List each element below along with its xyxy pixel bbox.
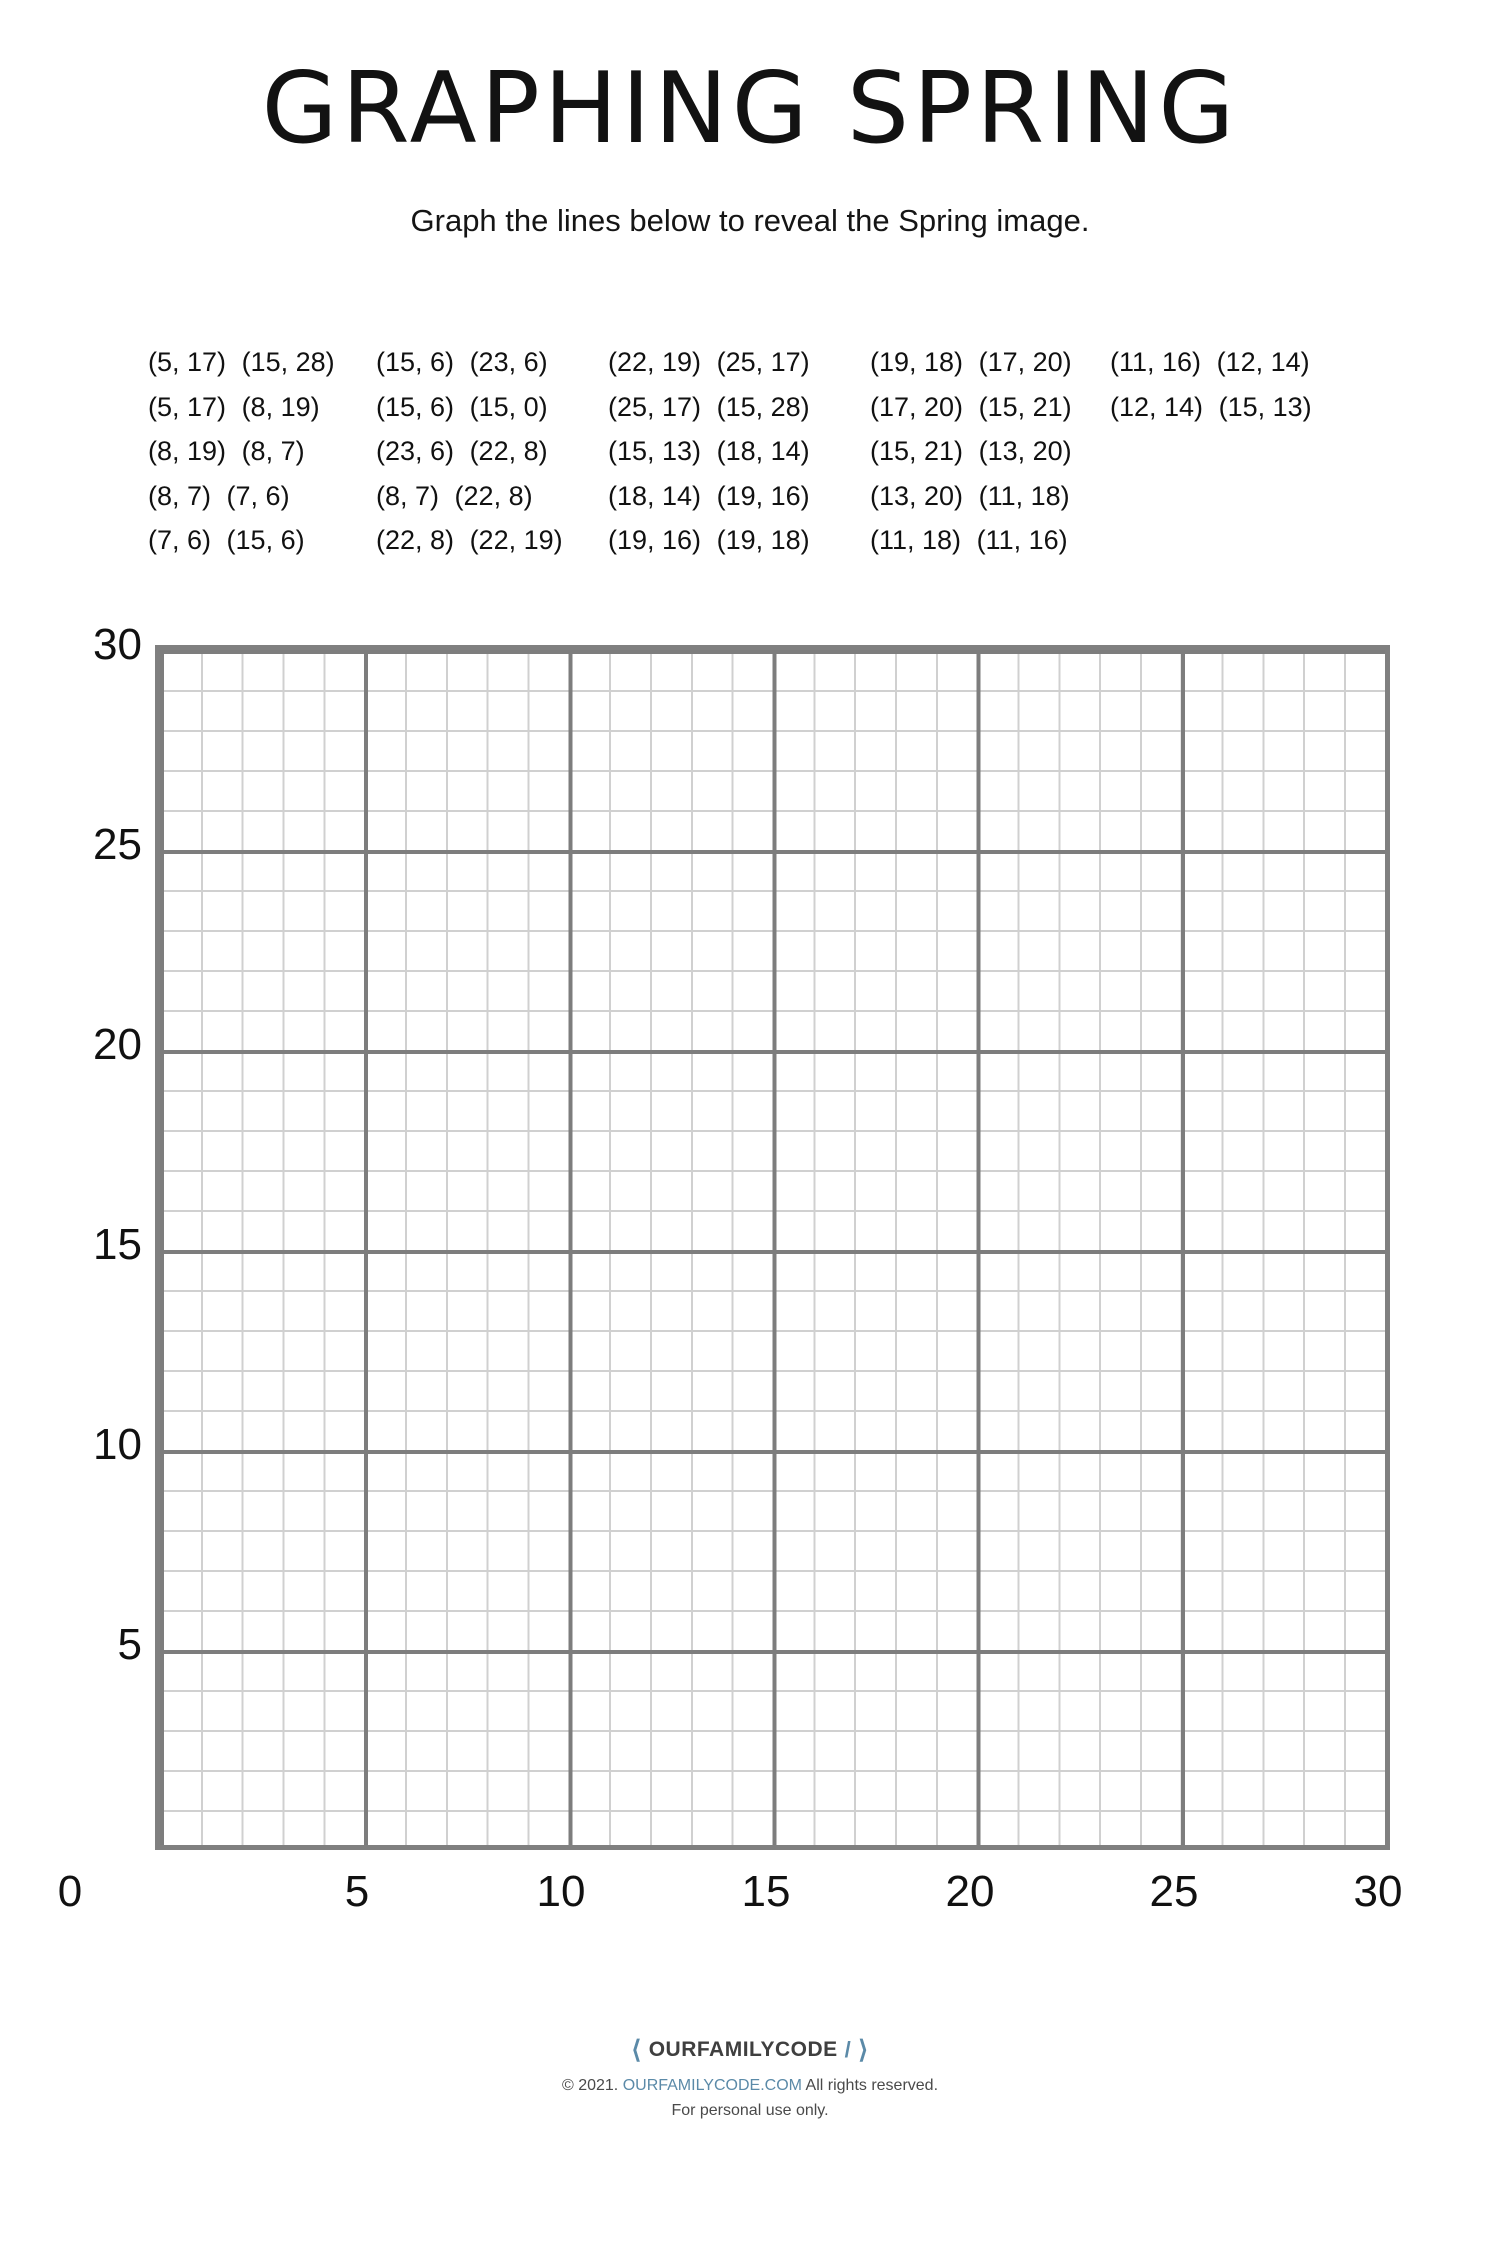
coordinate-pair — [870, 340, 1110, 385]
coordinate-column — [608, 340, 870, 563]
coordinate-point-a: (8, 7) — [376, 480, 440, 511]
coordinate-pair — [870, 518, 1110, 563]
coordinate-point-b: (23, 6) — [469, 347, 548, 377]
coordinate-point-b: (15, 13) — [1218, 391, 1312, 422]
page-subtitle: Graph the lines below to reveal the Spring image. — [410, 202, 1090, 238]
y-axis-tick-20: 20 — [93, 1020, 142, 1069]
coordinate-grid — [57, 620, 1403, 1916]
coordinate-point-a: (19, 16) — [608, 525, 702, 555]
coordinate-pair — [608, 429, 870, 474]
coordinate-point-a: (15, 6) — [376, 391, 455, 422]
coordinate-pair — [608, 385, 870, 430]
coordinate-column — [376, 340, 608, 563]
coordinate-pair — [148, 385, 376, 430]
coordinate-point-a: (25, 17) — [608, 391, 702, 422]
coordinate-pair — [608, 340, 870, 385]
usage-note: For personal use only. — [671, 2101, 829, 2119]
coordinate-column — [870, 340, 1110, 563]
coordinate-point-a: (7, 6) — [148, 525, 212, 555]
coordinate-point-b: (19, 16) — [716, 480, 810, 511]
coordinate-point-b: (8, 19) — [241, 391, 320, 422]
coordinate-point-a: (5, 17) — [148, 347, 227, 377]
coordinate-pair — [376, 340, 608, 385]
x-axis-tick-0: 0 — [57, 1867, 83, 1916]
coordinate-point-a: (19, 18) — [870, 347, 964, 377]
coordinate-point-b: (12, 14) — [1216, 347, 1310, 377]
copyright-block — [0, 2074, 1500, 2124]
brand-logo — [631, 2035, 868, 2065]
coordinate-pair — [870, 385, 1110, 430]
copyright-prefix: © 2021. — [561, 2077, 619, 2094]
slash-icon: / — [844, 2037, 852, 2062]
coordinate-point-b: (13, 20) — [978, 436, 1072, 466]
coordinate-point-b: (25, 17) — [716, 347, 810, 377]
x-axis-tick-5: 5 — [344, 1867, 370, 1916]
x-axis-tick-20: 20 — [945, 1867, 995, 1916]
coordinate-point-b: (7, 6) — [226, 480, 290, 511]
coordinate-point-a: (22, 19) — [608, 347, 702, 377]
coordinate-pair — [376, 518, 608, 563]
y-axis-tick-15: 15 — [93, 1220, 142, 1269]
coordinate-point-a: (8, 19) — [148, 436, 227, 466]
x-axis-tick-25: 25 — [1149, 1867, 1199, 1916]
coordinate-pair — [376, 385, 608, 430]
chevron-left-icon: ⟨ — [631, 2036, 642, 2064]
coordinate-point-a: (15, 6) — [376, 347, 455, 377]
coordinate-list — [148, 340, 1388, 563]
coordinate-point-b: (19, 18) — [716, 525, 810, 555]
coordinate-point-b: (22, 8) — [469, 436, 548, 466]
coordinate-pair — [148, 518, 376, 563]
coordinate-pair — [608, 518, 870, 563]
coordinate-point-b: (18, 14) — [716, 436, 810, 466]
coordinate-point-b: (8, 7) — [241, 436, 305, 466]
x-axis-tick-30: 30 — [1353, 1867, 1403, 1916]
website-link[interactable]: OURFAMILYCODE.COM — [622, 2077, 802, 2094]
coordinate-point-a: (15, 13) — [608, 436, 702, 466]
coordinate-pair — [376, 429, 608, 474]
coordinate-point-a: (12, 14) — [1110, 391, 1204, 422]
coordinate-point-a: (8, 7) — [148, 480, 212, 511]
coordinate-pair — [376, 474, 608, 519]
coordinate-point-a: (23, 6) — [376, 436, 455, 466]
coordinate-point-b: (17, 20) — [978, 347, 1072, 377]
coordinate-point-b: (22, 8) — [454, 480, 533, 511]
y-axis-tick-10: 10 — [93, 1420, 142, 1469]
brand-name: OURFAMILYCODE — [648, 2038, 838, 2061]
coordinate-pair — [148, 340, 376, 385]
footer — [0, 2035, 1500, 2124]
coordinate-point-b: (15, 28) — [241, 347, 335, 377]
coordinate-point-a: (11, 18) — [870, 525, 962, 555]
coordinate-point-b: (11, 18) — [978, 480, 1070, 511]
coordinate-pair — [148, 474, 376, 519]
coordinate-pair — [1110, 385, 1340, 430]
coordinate-pair — [870, 429, 1110, 474]
coordinate-point-b: (15, 0) — [469, 391, 548, 422]
coordinate-point-a: (17, 20) — [870, 391, 964, 422]
coordinate-point-b: (11, 16) — [976, 525, 1068, 555]
coordinate-column — [1110, 340, 1340, 563]
x-axis-tick-15: 15 — [741, 1867, 791, 1916]
coordinate-point-b: (22, 19) — [469, 525, 563, 555]
coordinate-pair — [608, 474, 870, 519]
coordinate-point-b: (15, 21) — [978, 391, 1072, 422]
coordinate-point-a: (13, 20) — [870, 480, 964, 511]
coordinate-column — [148, 340, 376, 563]
y-axis-tick-5: 5 — [117, 1620, 142, 1669]
coordinate-pair — [148, 429, 376, 474]
y-axis-tick-30: 30 — [93, 620, 142, 669]
coordinate-point-a: (15, 21) — [870, 436, 964, 466]
copyright-suffix: All rights reserved. — [805, 2077, 939, 2094]
grid-plot-area — [155, 645, 1390, 1850]
x-axis-tick-10: 10 — [536, 1867, 586, 1916]
coordinate-pair — [1110, 340, 1340, 385]
coordinate-point-b: (15, 28) — [716, 391, 810, 422]
coordinate-point-a: (18, 14) — [608, 480, 702, 511]
chevron-right-icon: ⟩ — [858, 2036, 869, 2064]
coordinate-point-a: (22, 8) — [376, 525, 455, 555]
y-axis-tick-25: 25 — [93, 820, 142, 869]
page-title: GRAPHING SPRING — [261, 52, 1239, 166]
coordinate-point-a: (5, 17) — [148, 391, 227, 422]
coordinate-pair — [870, 474, 1110, 519]
coordinate-point-b: (15, 6) — [226, 525, 305, 555]
coordinate-point-a: (11, 16) — [1110, 347, 1202, 377]
